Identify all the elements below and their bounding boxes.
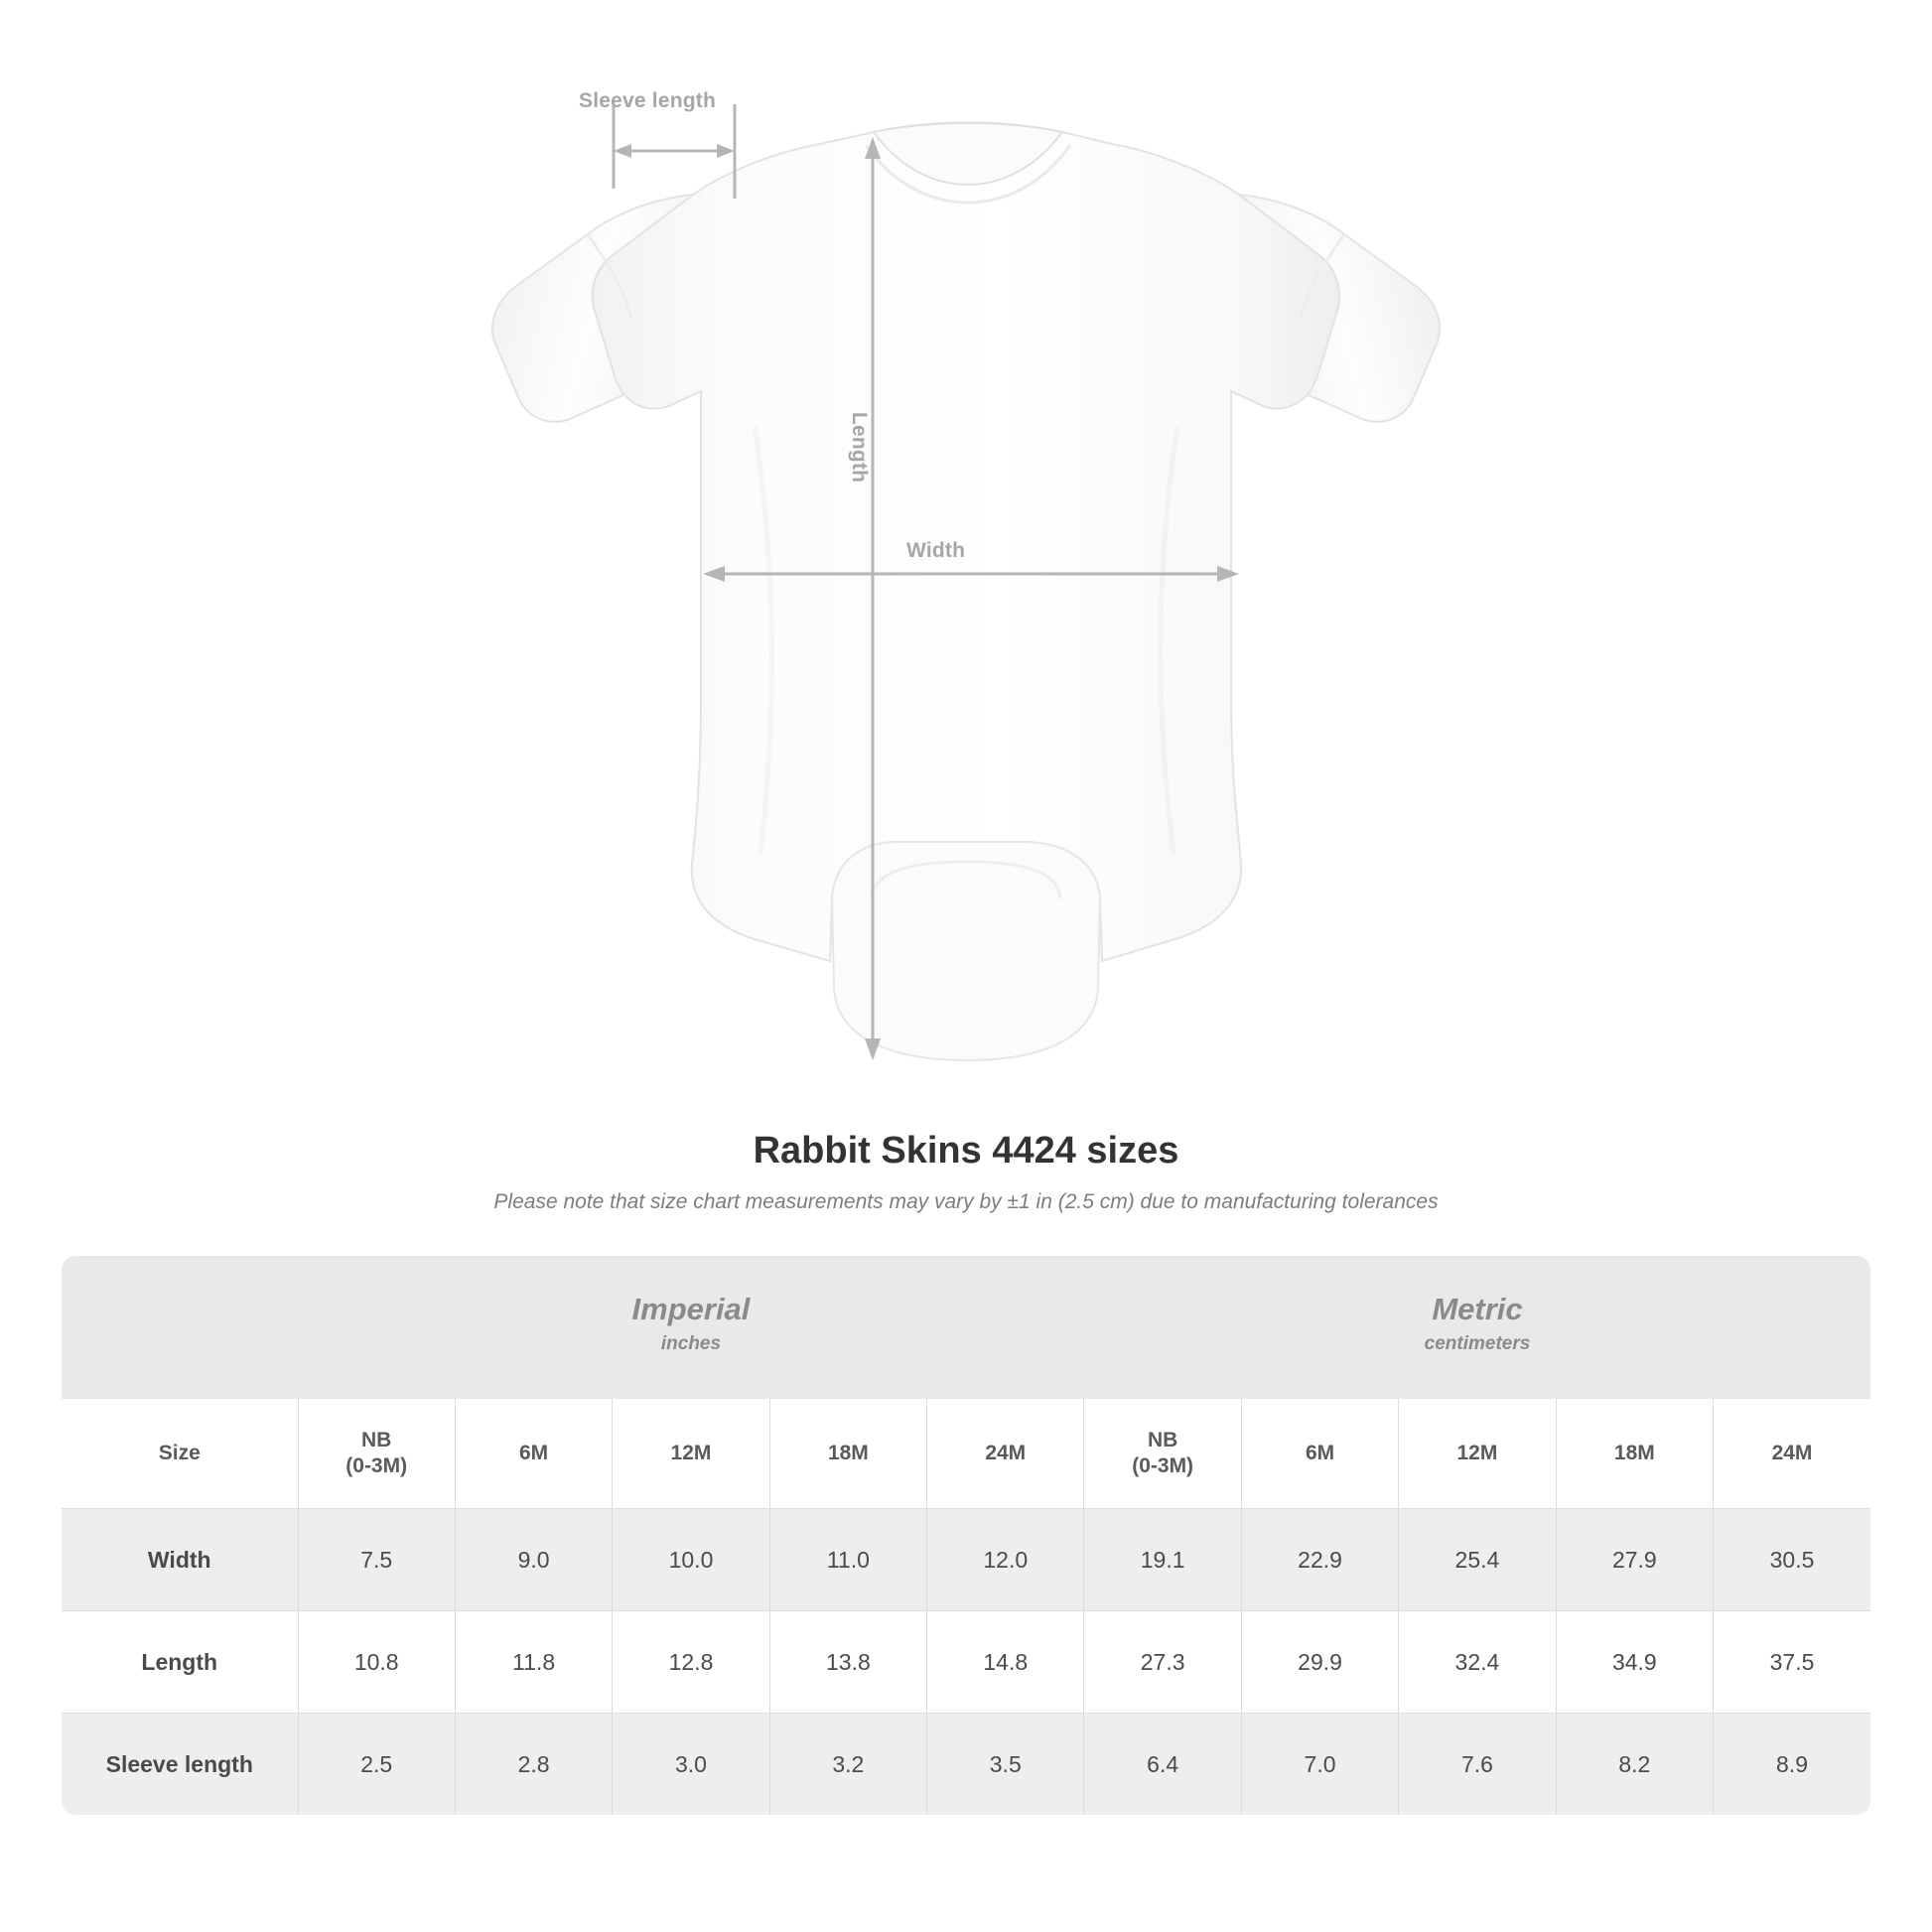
cell-length-12m-cm: 32.4	[1399, 1611, 1556, 1714]
row-label-width: Width	[62, 1509, 298, 1611]
row-label-length: Length	[62, 1611, 298, 1714]
cell-width-nb-cm: 19.1	[1084, 1509, 1241, 1611]
size-header-label: Size	[62, 1399, 298, 1509]
cell-width-6m-in: 9.0	[455, 1509, 612, 1611]
column-header-line1: NB	[1147, 1428, 1178, 1451]
cell-width-24m-cm: 30.5	[1714, 1509, 1870, 1611]
tolerance-note: Please note that size chart measurements may vary by ±1 in (2.5 cm) due to manufacturing tolerances	[493, 1190, 1439, 1213]
sleeve-length-dimension-label: Sleeve length	[579, 89, 716, 112]
unit-group-imperial-sub: inches	[660, 1333, 722, 1355]
cell-width-18m-in: 11.0	[769, 1509, 926, 1611]
unit-group-metric-sub: centimeters	[1424, 1333, 1531, 1355]
cell-sleeve-24m-in: 3.5	[927, 1714, 1084, 1816]
cell-sleeve-12m-in: 3.0	[613, 1714, 769, 1816]
column-header-line1: 12M	[1456, 1441, 1498, 1464]
column-header-24m-metric	[1714, 1399, 1870, 1509]
cell-length-24m-cm: 37.5	[1714, 1611, 1870, 1714]
chart-header	[0, 1130, 1932, 1214]
cell-width-12m-in: 10.0	[613, 1509, 769, 1611]
column-header-line1: 6M	[1305, 1441, 1335, 1464]
column-header-line1: 18M	[827, 1441, 869, 1464]
column-header-12m-metric	[1399, 1399, 1556, 1509]
cell-width-24m-in: 12.0	[927, 1509, 1084, 1611]
table-row	[62, 1509, 1870, 1611]
cell-width-12m-cm: 25.4	[1399, 1509, 1556, 1611]
size-header-row	[62, 1399, 1870, 1509]
column-header-nb-imperial	[298, 1399, 455, 1509]
column-header-line2: (0-3M)	[345, 1454, 408, 1477]
cell-sleeve-nb-in: 2.5	[298, 1714, 455, 1816]
cell-length-nb-in: 10.8	[298, 1611, 455, 1714]
cell-sleeve-12m-cm: 7.6	[1399, 1714, 1556, 1816]
page-title: Rabbit Skins 4424 sizes	[753, 1130, 1179, 1172]
length-dimension-label: Length	[848, 412, 871, 483]
column-header-line1: NB	[361, 1428, 392, 1451]
unit-header-row	[62, 1256, 1870, 1399]
size-table-wrapper	[62, 1256, 1870, 1815]
unit-group-metric	[1084, 1256, 1870, 1399]
column-header-line2: (0-3M)	[1132, 1454, 1194, 1477]
unit-row-spacer	[62, 1256, 298, 1399]
cell-sleeve-18m-cm: 8.2	[1556, 1714, 1713, 1816]
column-header-18m-metric	[1556, 1399, 1713, 1509]
unit-group-metric-name: Metric	[1432, 1292, 1523, 1327]
cell-length-6m-in: 11.8	[455, 1611, 612, 1714]
cell-length-24m-in: 14.8	[927, 1611, 1084, 1714]
cell-sleeve-24m-cm: 8.9	[1714, 1714, 1870, 1816]
cell-sleeve-6m-cm: 7.0	[1241, 1714, 1398, 1816]
cell-length-18m-cm: 34.9	[1556, 1611, 1713, 1714]
unit-group-imperial	[298, 1256, 1084, 1399]
column-header-nb-metric	[1084, 1399, 1241, 1509]
width-dimension-label: Width	[906, 539, 966, 562]
cell-width-18m-cm: 27.9	[1556, 1509, 1713, 1611]
row-label-sleeve-length: Sleeve length	[62, 1714, 298, 1816]
cell-length-nb-cm: 27.3	[1084, 1611, 1241, 1714]
cell-length-12m-in: 12.8	[613, 1611, 769, 1714]
cell-sleeve-18m-in: 3.2	[769, 1714, 926, 1816]
cell-sleeve-nb-cm: 6.4	[1084, 1714, 1241, 1816]
column-header-line1: 12M	[670, 1441, 712, 1464]
column-header-6m-metric	[1241, 1399, 1398, 1509]
cell-length-6m-cm: 29.9	[1241, 1611, 1398, 1714]
column-header-6m-imperial	[455, 1399, 612, 1509]
cell-width-nb-in: 7.5	[298, 1509, 455, 1611]
column-header-18m-imperial	[769, 1399, 926, 1509]
cell-sleeve-6m-in: 2.8	[455, 1714, 612, 1816]
column-header-12m-imperial	[613, 1399, 769, 1509]
table-row	[62, 1714, 1870, 1816]
column-header-line1: 18M	[1613, 1441, 1655, 1464]
column-header-line1: 24M	[1771, 1441, 1813, 1464]
unit-group-imperial-name: Imperial	[631, 1292, 751, 1327]
cell-length-18m-in: 13.8	[769, 1611, 926, 1714]
column-header-line1: 6M	[518, 1441, 549, 1464]
size-chart-table	[62, 1256, 1870, 1815]
table-row	[62, 1611, 1870, 1714]
cell-width-6m-cm: 22.9	[1241, 1509, 1398, 1611]
column-header-24m-imperial	[927, 1399, 1084, 1509]
column-header-line1: 24M	[985, 1441, 1027, 1464]
